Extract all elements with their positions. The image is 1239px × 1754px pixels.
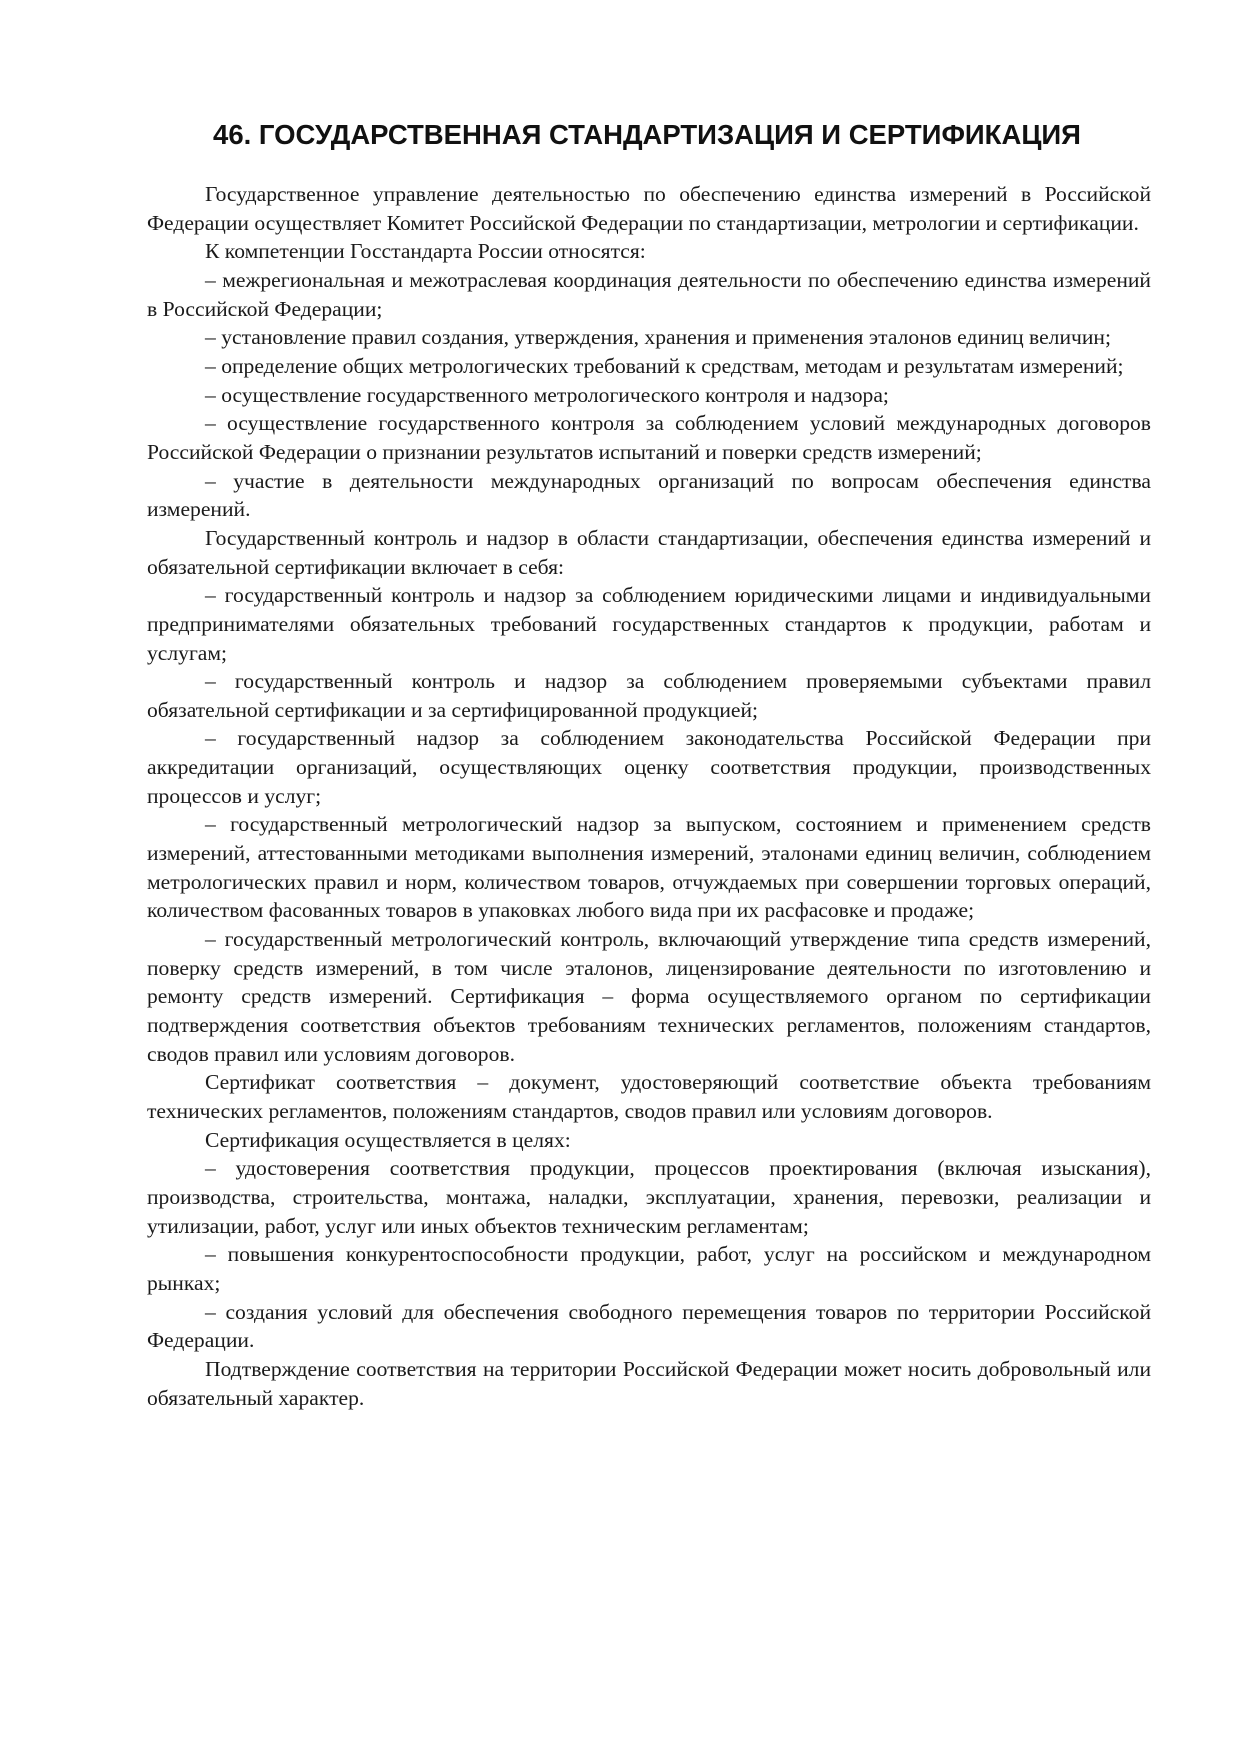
- list-item: – государственный метрологический надзор за выпуском, состоянием и применением средств измерений, аттестованными методиками выполнения измерений, эталонами единиц величин, соблюдением метрологических правил и норм, количеством товаров, отчуждаемых при совершении торговых операций, количеством фасованных товаров в упаковках любого вида при их расфасовке и продаже;: [147, 812, 1151, 923]
- list-item: – повышения конкурентоспособности продукции, работ, услуг на российском и международном рынках;: [147, 1242, 1151, 1295]
- list-item: – создания условий для обеспечения свободного перемещения товаров по территории Российской Федерации.: [147, 1299, 1151, 1353]
- paragraph-goals-heading: Сертификация осуществляется в целях:: [205, 1127, 571, 1152]
- paragraph-competence-heading: К компетенции Госстандарта России относятся:: [205, 239, 646, 264]
- list-item: – межрегиональная и межотраслевая координация деятельности по обеспечению единства измерений в Российской Федерации;: [147, 267, 1151, 321]
- list-item: – осуществление государственного метрологического контроля и надзора;: [205, 382, 889, 407]
- document-body: [147, 180, 1151, 1412]
- paragraph-intro: Государственное управление деятельностью по обеспечению единства измерений в Российской Федерации осуществляет Комитет Российской Федерации по стандартизации, метрологии и сертификации.: [147, 182, 1151, 235]
- list-item: – государственный контроль и надзор за соблюдением юридическими лицами и индивидуальными предпринимателями обязательных требований государственных стандартов к продукции, работам и услугам;: [147, 583, 1151, 665]
- paragraph-conclusion: Подтверждение соответствия на территории Российской Федерации может носить добровольный или обязательный характер.: [147, 1356, 1151, 1410]
- page-title: 46. ГОСУДАРСТВЕННАЯ СТАНДАРТИЗАЦИЯ И СЕРТИФИКАЦИЯ: [213, 119, 1081, 150]
- list-item: – удостоверения соответствия продукции, процессов проектирования (включая изыскания), производства, строительства, монтажа, наладки, эксплуатации, хранения, перевозки, реализации и утилизации, работ, услуг или иных объектов техническим регламентам;: [147, 1156, 1151, 1238]
- paragraph-control-heading: Государственный контроль и надзор в области стандартизации, обеспечения единства измерений и обязательной сертификации включает в себя:: [147, 525, 1151, 579]
- list-item: – государственный метрологический контроль, включающий утверждение типа средств измерений, поверку средств измерений, в том числе эталонов, лицензирование деятельности по изготовлению и ремонту средств измерений. Сертификация – форма осуществляемого органом по сертификации подтверждения соответствия объектов требованиям технических регламентов, положениям стандартов, сводов правил или условиям договоров.: [147, 927, 1151, 1066]
- list-item: – участие в деятельности международных организаций по вопросам обеспечения единства измерений.: [147, 468, 1151, 522]
- list-item: – государственный контроль и надзор за соблюдением проверяемыми субъектами правил обязательной сертификации и за сертифицированной продукцией;: [147, 669, 1151, 722]
- paragraph-certificate-definition: Сертификат соответствия – документ, удостоверяющий соответствие объекта требованиям технических регламентов, положениям стандартов, сводов правил или условиям договоров.: [147, 1070, 1151, 1123]
- list-item: – установление правил создания, утверждения, хранения и применения эталонов единиц величин;: [205, 325, 1111, 350]
- list-item: – государственный надзор за соблюдением законодательства Российской Федерации при аккредитации организаций, осуществляющих оценку соответствия продукции, производственных процессов и услуг;: [147, 726, 1151, 808]
- list-item: – определение общих метрологических требований к средствам, методам и результатам измерений;: [205, 353, 1124, 378]
- list-item: – осуществление государственного контроля за соблюдением условий международных договоров Российской Федерации о признании результатов испытаний и поверки средств измерений;: [147, 411, 1151, 464]
